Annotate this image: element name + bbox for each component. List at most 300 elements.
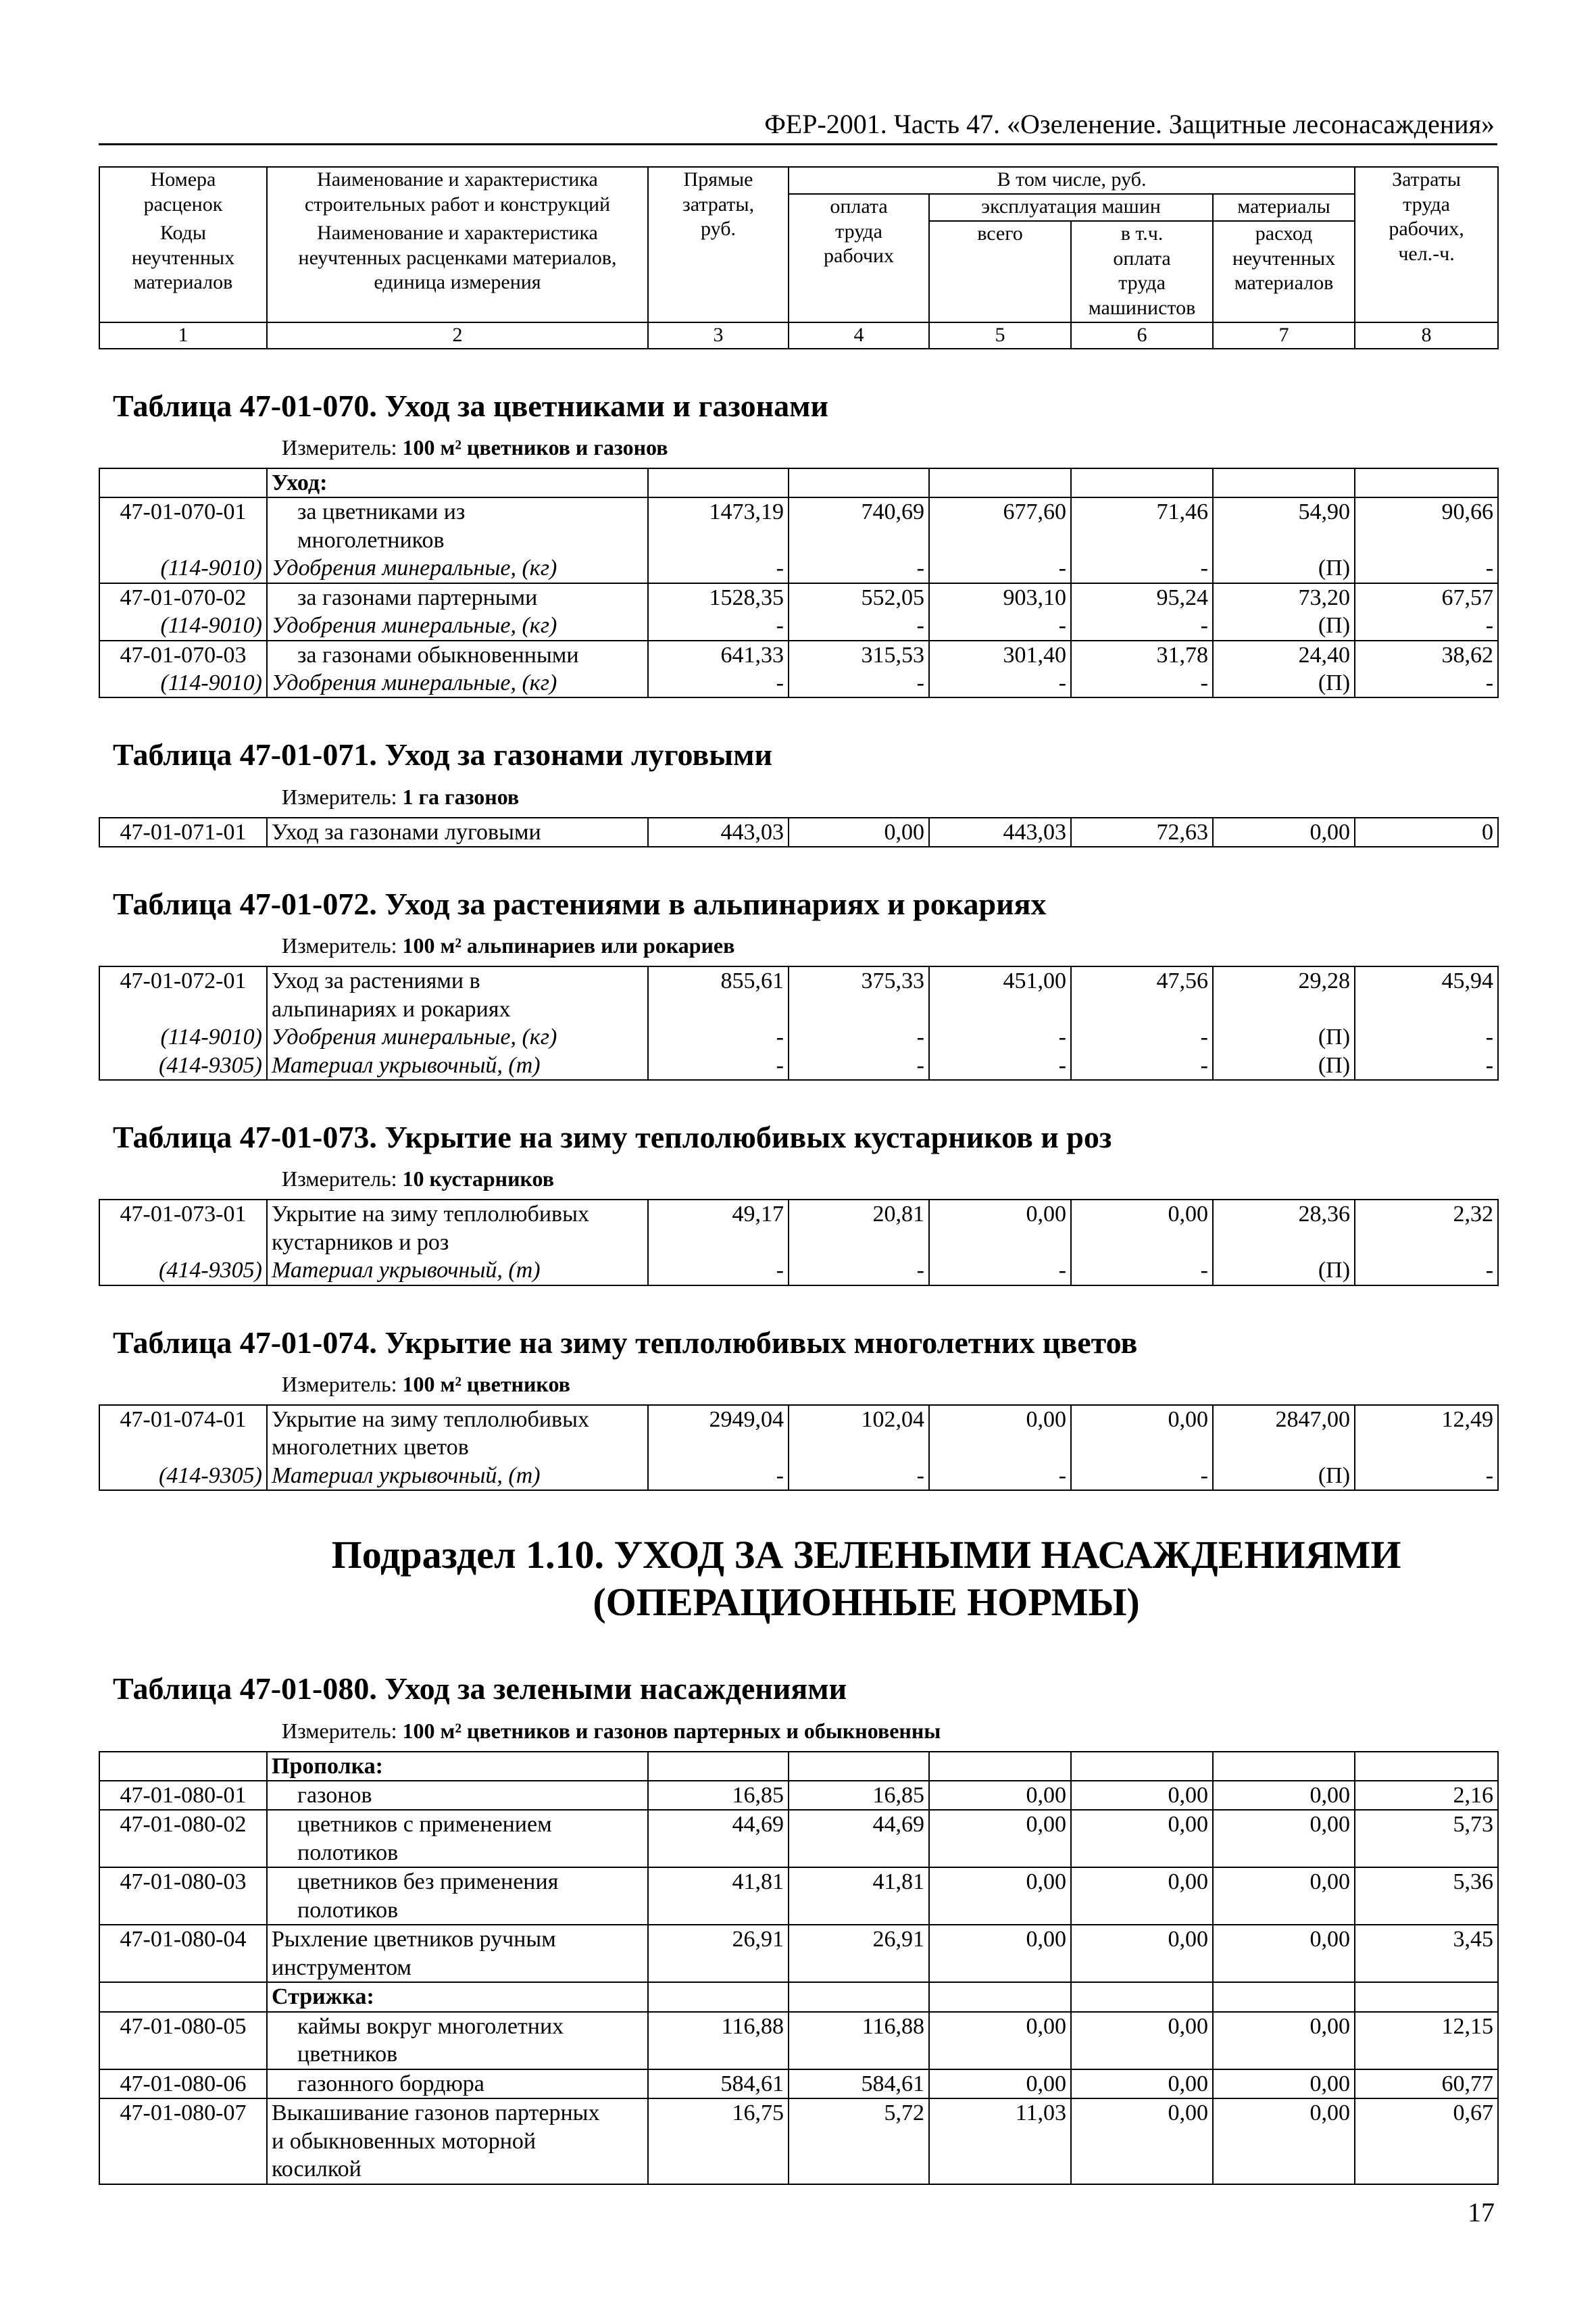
group-empty-cell <box>929 468 1071 497</box>
labor-hours-cell: 45,94 <box>1355 966 1498 1023</box>
col-number: 5 <box>929 322 1071 349</box>
group-empty-cell <box>929 1752 1071 1781</box>
description-line: инструментом <box>272 1954 412 1980</box>
machines-total-cell: 0,00 <box>929 2012 1071 2069</box>
header-line: оплата <box>830 195 888 218</box>
description-line: Удобрения минеральные, (кг) <box>272 1025 557 1050</box>
operators-pay-cell: 0,00 <box>1071 1200 1213 1256</box>
materials-cost-cell: 29,28 <box>1213 966 1355 1023</box>
measure-value: 1 га газонов <box>402 784 520 809</box>
group-label: Стрижка: <box>267 1982 648 2011</box>
measure-value: 10 кустарников <box>402 1166 554 1191</box>
machines-total-cell: - <box>929 1023 1071 1051</box>
labor-pay-cell: 315,53 <box>789 641 929 669</box>
direct-cost-cell: - <box>648 612 789 640</box>
header-line: Затраты <box>1392 168 1461 191</box>
direct-cost-cell: - <box>648 554 789 583</box>
labor-hours-cell: 60,77 <box>1355 2069 1498 2098</box>
description-line: Укрытие на зиму теплолюбивых <box>272 1202 589 1227</box>
direct-cost-cell: 855,61 <box>648 966 789 1023</box>
table-title: Таблица 47-01-072. Уход за растениями в альпинариях и рокариях <box>113 887 1047 922</box>
measure-row <box>99 1717 1498 1752</box>
materials-cost-cell: (П) <box>1213 1462 1355 1490</box>
description-line: полотиков <box>297 1840 399 1865</box>
labor-pay-cell: 552,05 <box>789 583 929 612</box>
operators-pay-cell: 0,00 <box>1071 2098 1213 2184</box>
col5-header: всего <box>929 221 1071 322</box>
labor-hours-cell: 90,66 <box>1355 497 1498 554</box>
description-line: Материал укрывочный, (т) <box>272 1258 541 1283</box>
col1-bottom-text <box>132 222 234 293</box>
section-row <box>99 1490 1498 1632</box>
work-description <box>267 1781 648 1810</box>
table-row <box>99 1462 1498 1490</box>
materials-cost-cell: 0,00 <box>1213 1925 1355 1982</box>
column-number-row <box>99 322 1498 349</box>
work-description <box>267 818 648 847</box>
machines-total-cell: 903,10 <box>929 583 1071 612</box>
table-title: Таблица 47-01-080. Уход за зелеными насаждениями <box>113 1671 847 1706</box>
measure-unit <box>99 433 1498 468</box>
table-row <box>99 1256 1498 1285</box>
section-title-line: Подраздел 1.10. УХОД ЗА ЗЕЛЕНЫМИ НАСАЖДЕНИЯМИ <box>331 1533 1401 1577</box>
col-number: 2 <box>267 322 648 349</box>
group-empty-cell <box>1071 1752 1213 1781</box>
measure-row <box>99 783 1498 818</box>
measure-value: 100 м² цветников <box>402 1371 570 1396</box>
header-line: Номера <box>150 168 216 191</box>
col4-text <box>824 195 894 267</box>
labor-hours-cell: 12,15 <box>1355 2012 1498 2069</box>
measure-value: 100 м² цветников и газонов <box>402 435 668 460</box>
operators-pay-cell: 0,00 <box>1071 1810 1213 1867</box>
header-line: чел.-ч. <box>1398 242 1455 265</box>
materials-cost-cell: (П) <box>1213 612 1355 640</box>
work-description <box>267 1405 648 1462</box>
machines-total-cell: - <box>929 1462 1071 1490</box>
rate-code: (114-9010) <box>99 554 267 583</box>
header-line: материалов <box>133 271 233 294</box>
measure-unit <box>99 1717 1498 1752</box>
measure-label: Измеритель: <box>282 1371 397 1396</box>
materials-cost-cell: 2847,00 <box>1213 1405 1355 1462</box>
measure-value: 100 м² альпинариев или рокариев <box>402 933 735 958</box>
work-description <box>267 1200 648 1256</box>
col7-header <box>1213 221 1355 322</box>
operators-pay-cell: 31,78 <box>1071 641 1213 669</box>
table-body <box>99 349 1498 2184</box>
table-header <box>99 167 1498 349</box>
table-row <box>99 2012 1498 2069</box>
table-row <box>99 2069 1498 2098</box>
group-empty-cell <box>1213 1982 1355 2011</box>
direct-cost-cell: 641,33 <box>648 641 789 669</box>
group-empty-cell <box>1213 1752 1355 1781</box>
rate-code: 47-01-070-03 <box>99 641 267 669</box>
description-line: за газонами партерными <box>297 585 538 610</box>
header-line: рабочих, <box>1389 218 1464 241</box>
group-empty-cell <box>789 1982 929 2011</box>
machines-total-cell: 0,00 <box>929 1405 1071 1462</box>
labor-pay-cell: 740,69 <box>789 497 929 554</box>
labor-pay-cell: 44,69 <box>789 1810 929 1867</box>
description-line: и обыкновенных моторной <box>272 2128 537 2154</box>
labor-pay-cell: 5,72 <box>789 2098 929 2184</box>
operators-pay-cell: 72,63 <box>1071 818 1213 847</box>
work-description <box>267 1810 648 1867</box>
measure-label: Измеритель: <box>282 784 397 809</box>
group-header: В том числе, руб. <box>789 167 1355 194</box>
col6-text <box>1089 222 1196 319</box>
col4-header <box>789 194 929 322</box>
header-line: Прямые <box>683 168 753 191</box>
machines-total-cell: 0,00 <box>929 1867 1071 1925</box>
measure-label: Измеритель: <box>282 1166 397 1191</box>
work-description <box>267 1052 648 1080</box>
labor-pay-cell: 584,61 <box>789 2069 929 2098</box>
measure-unit <box>99 1370 1498 1405</box>
direct-cost-cell: 2949,04 <box>648 1405 789 1462</box>
materials-cost-cell: 0,00 <box>1213 818 1355 847</box>
table-row <box>99 669 1498 697</box>
description-line: многолетних цветов <box>272 1435 469 1460</box>
group-empty-cell <box>648 468 789 497</box>
operators-pay-cell: 0,00 <box>1071 1781 1213 1810</box>
group-label: Уход: <box>267 468 648 497</box>
header-line: рабочих <box>824 245 894 268</box>
running-header: ФЕР-2001. Часть 47. «Озеленение. Защитные лесонасаждения» <box>764 109 1495 139</box>
direct-cost-cell: 584,61 <box>648 2069 789 2098</box>
table-title: Таблица 47-01-074. Укрытие на зиму теплолюбивых многолетних цветов <box>113 1325 1138 1360</box>
materials-cost-cell: 54,90 <box>1213 497 1355 554</box>
header-line: Наименование и характеристика <box>317 168 598 191</box>
rate-code: 47-01-073-01 <box>99 1200 267 1256</box>
rate-code: 47-01-080-05 <box>99 2012 267 2069</box>
description-line: Укрытие на зиму теплолюбивых <box>272 1406 589 1432</box>
operators-pay-cell: - <box>1071 1462 1213 1490</box>
group-empty-cell <box>1355 1982 1498 2011</box>
direct-cost-cell: 1473,19 <box>648 497 789 554</box>
labor-hours-cell: - <box>1355 554 1498 583</box>
table-title-row <box>99 349 1498 433</box>
rate-code: (414-9305) <box>99 1462 267 1490</box>
table-row <box>99 1405 1498 1462</box>
rate-code: 47-01-080-01 <box>99 1781 267 1810</box>
rate-code: 47-01-074-01 <box>99 1405 267 1462</box>
work-description <box>267 669 648 697</box>
labor-hours-cell: - <box>1355 1052 1498 1080</box>
machines-total-cell: 301,40 <box>929 641 1071 669</box>
direct-cost-cell: 49,17 <box>648 1200 789 1256</box>
col2-bottom-text <box>299 222 617 293</box>
description-line: Уход за газонами луговыми <box>272 819 541 845</box>
labor-pay-cell: - <box>789 1462 929 1490</box>
machines-total-cell: - <box>929 554 1071 583</box>
col-number: 7 <box>1213 322 1355 349</box>
operators-pay-cell: 0,00 <box>1071 2069 1213 2098</box>
description-line: Удобрения минеральные, (кг) <box>272 556 557 581</box>
machines-total-cell: - <box>929 669 1071 697</box>
rate-code: (414-9305) <box>99 1052 267 1080</box>
rate-code: (414-9305) <box>99 1256 267 1285</box>
table-row <box>99 583 1498 612</box>
operators-pay-cell: - <box>1071 669 1213 697</box>
header-line: расценок <box>143 193 223 216</box>
machines-total-cell: 0,00 <box>929 1781 1071 1810</box>
labor-hours-cell: 67,57 <box>1355 583 1498 612</box>
operators-pay-cell: 0,00 <box>1071 1867 1213 1925</box>
table-row <box>99 2098 1498 2184</box>
materials-cost-cell: (П) <box>1213 1256 1355 1285</box>
materials-cost-cell: 0,00 <box>1213 2098 1355 2184</box>
materials-cost-cell: (П) <box>1213 554 1355 583</box>
direct-cost-cell: - <box>648 1462 789 1490</box>
group-empty-cell <box>648 1752 789 1781</box>
operators-pay-cell: 0,00 <box>1071 1925 1213 1982</box>
header-line: труда <box>1118 272 1166 295</box>
header-line: материалов <box>1234 272 1334 295</box>
col-number: 1 <box>99 322 267 349</box>
col1-top-text <box>144 168 223 216</box>
operators-pay-cell: 95,24 <box>1071 583 1213 612</box>
measure-unit <box>99 1164 1498 1200</box>
table-title: Таблица 47-01-070. Уход за цветниками и газонами <box>113 388 828 423</box>
machines-total-cell: - <box>929 1052 1071 1080</box>
description-line: цветников без применения <box>297 1869 559 1895</box>
direct-cost-cell: - <box>648 1256 789 1285</box>
work-description <box>267 2012 648 2069</box>
description-line: Материал укрывочный, (т) <box>272 1462 541 1488</box>
operators-pay-cell: - <box>1071 1052 1213 1080</box>
materials-cost-cell: (П) <box>1213 1023 1355 1051</box>
header-line: неучтенных <box>1232 247 1336 270</box>
labor-hours-cell: - <box>1355 612 1498 640</box>
table-row <box>99 612 1498 640</box>
labor-hours-cell: 5,36 <box>1355 1867 1498 1925</box>
description-line: полотиков <box>297 1897 399 1923</box>
materials-cost-cell: 0,00 <box>1213 1867 1355 1925</box>
table-row <box>99 818 1498 847</box>
group-code-cell <box>99 1752 267 1781</box>
direct-cost-cell: 443,03 <box>648 818 789 847</box>
description-line: Уход за растениями в <box>272 968 480 994</box>
operators-pay-cell: - <box>1071 612 1213 640</box>
work-description <box>267 583 648 612</box>
group-row <box>99 1752 1498 1781</box>
group-empty-cell <box>648 1982 789 2011</box>
page-number: 17 <box>1468 2197 1495 2227</box>
rate-code: 47-01-080-06 <box>99 2069 267 2098</box>
col-number: 8 <box>1355 322 1498 349</box>
materials-cost-cell: 0,00 <box>1213 1810 1355 1867</box>
group-empty-cell <box>1355 468 1498 497</box>
header-line: неучтенных <box>131 246 235 269</box>
direct-cost-cell: 16,85 <box>648 1781 789 1810</box>
direct-cost-cell: - <box>648 1052 789 1080</box>
direct-cost-cell: 16,75 <box>648 2098 789 2184</box>
direct-cost-cell: - <box>648 1023 789 1051</box>
direct-cost-cell: 41,81 <box>648 1867 789 1925</box>
description-line: газонов <box>297 1783 372 1808</box>
group-label: Прополка: <box>267 1752 648 1781</box>
direct-cost-cell: - <box>648 669 789 697</box>
direct-cost-cell: 1528,35 <box>648 583 789 612</box>
rate-code: (114-9010) <box>99 612 267 640</box>
labor-pay-cell: - <box>789 669 929 697</box>
header-line: труда <box>835 220 882 243</box>
machines-total-cell: 0,00 <box>929 2069 1071 2098</box>
group-row <box>99 1982 1498 2011</box>
table-row <box>99 1200 1498 1256</box>
table-row <box>99 1867 1498 1925</box>
description-line: кустарников и роз <box>272 1229 449 1255</box>
labor-hours-cell: - <box>1355 1023 1498 1051</box>
machines-total-cell: 677,60 <box>929 497 1071 554</box>
materials-cost-cell: 0,00 <box>1213 2069 1355 2098</box>
labor-hours-cell: 2,16 <box>1355 1781 1498 1810</box>
rate-code: 47-01-072-01 <box>99 966 267 1023</box>
labor-hours-cell: - <box>1355 1256 1498 1285</box>
group-row <box>99 468 1498 497</box>
work-description <box>267 966 648 1023</box>
group-empty-cell <box>1213 468 1355 497</box>
measure-label: Измеритель: <box>282 933 397 958</box>
col7-text <box>1232 222 1335 294</box>
col8-header <box>1355 167 1498 322</box>
col6-header <box>1071 221 1213 322</box>
group-code-cell <box>99 1982 267 2011</box>
rate-code: (114-9010) <box>99 669 267 697</box>
col2-top-text <box>305 168 610 216</box>
table-row <box>99 641 1498 669</box>
rate-code: 47-01-070-02 <box>99 583 267 612</box>
header-line: труда <box>1403 193 1450 216</box>
description-line: цветников <box>297 2042 398 2067</box>
group-empty-cell <box>789 1752 929 1781</box>
col-number: 6 <box>1071 322 1213 349</box>
operators-pay-cell: - <box>1071 554 1213 583</box>
group-empty-cell <box>1071 468 1213 497</box>
labor-hours-cell: - <box>1355 669 1498 697</box>
measure-label: Измеритель: <box>282 435 397 460</box>
materials-cost-cell: 0,00 <box>1213 1781 1355 1810</box>
header-line: в т.ч. <box>1120 222 1164 245</box>
labor-pay-cell: 375,33 <box>789 966 929 1023</box>
operators-pay-cell: 71,46 <box>1071 497 1213 554</box>
machines-total-cell: 0,00 <box>929 1925 1071 1982</box>
operators-pay-cell: 0,00 <box>1071 1405 1213 1462</box>
table-row <box>99 1052 1498 1080</box>
table-title: Таблица 47-01-073. Укрытие на зиму теплолюбивых кустарников и роз <box>113 1120 1112 1155</box>
rate-code: (114-9010) <box>99 1023 267 1051</box>
materials-header: материалы <box>1213 194 1355 221</box>
header-line: машинистов <box>1088 296 1196 319</box>
work-description <box>267 2098 648 2184</box>
materials-cost-cell: 28,36 <box>1213 1200 1355 1256</box>
rate-code: 47-01-080-04 <box>99 1925 267 1982</box>
table-row <box>99 497 1498 554</box>
work-description <box>267 1462 648 1490</box>
rate-code: 47-01-080-07 <box>99 2098 267 2184</box>
labor-pay-cell: - <box>789 1256 929 1285</box>
table-row <box>99 1781 1498 1810</box>
description-line: Рыхление цветников ручным <box>272 1927 556 1952</box>
labor-pay-cell: 20,81 <box>789 1200 929 1256</box>
table-row <box>99 966 1498 1023</box>
col1-bottom <box>99 221 267 322</box>
group-empty-cell <box>789 468 929 497</box>
description-line: Выкашивание газонов партерных <box>272 2100 600 2126</box>
measure-row <box>99 1164 1498 1200</box>
labor-hours-cell: - <box>1355 1462 1498 1490</box>
operators-pay-cell: - <box>1071 1023 1213 1051</box>
machines-header: эксплуатация машин <box>929 194 1213 221</box>
labor-pay-cell: 41,81 <box>789 1867 929 1925</box>
labor-pay-cell: 0,00 <box>789 818 929 847</box>
description-line: косилкой <box>272 2157 361 2182</box>
work-description <box>267 554 648 583</box>
operators-pay-cell: 47,56 <box>1071 966 1213 1023</box>
header-line: Наименование и характеристика <box>317 222 598 244</box>
labor-pay-cell: 16,85 <box>789 1781 929 1810</box>
machines-total-cell: 443,03 <box>929 818 1071 847</box>
materials-cost-cell: 73,20 <box>1213 583 1355 612</box>
labor-pay-cell: - <box>789 1052 929 1080</box>
labor-pay-cell: - <box>789 554 929 583</box>
price-table <box>99 166 1499 2185</box>
work-description <box>267 1867 648 1925</box>
labor-hours-cell: 2,32 <box>1355 1200 1498 1256</box>
measure-row <box>99 1370 1498 1405</box>
table-row <box>99 1810 1498 1867</box>
col8-text <box>1389 168 1464 265</box>
section-title <box>99 1490 1498 1632</box>
description-line: альпинариях и рокариях <box>272 996 511 1022</box>
measure-unit <box>99 783 1498 818</box>
header-line: неучтенных расценками материалов, <box>298 246 617 269</box>
materials-cost-cell: (П) <box>1213 669 1355 697</box>
work-description <box>267 1256 648 1285</box>
description-line: за цветниками из <box>297 499 466 525</box>
measure-label: Измеритель: <box>282 1718 397 1743</box>
machines-total-cell: 0,00 <box>929 1810 1071 1867</box>
group-empty-cell <box>929 1982 1071 2011</box>
work-description <box>267 641 648 669</box>
group-code-cell <box>99 468 267 497</box>
rate-code: 47-01-070-01 <box>99 497 267 554</box>
measure-row <box>99 931 1498 966</box>
table-title-row <box>99 1632 1498 1716</box>
rate-code: 47-01-071-01 <box>99 818 267 847</box>
table-row <box>99 554 1498 583</box>
labor-hours-cell: 0 <box>1355 818 1498 847</box>
rate-code: 47-01-080-03 <box>99 1867 267 1925</box>
labor-hours-cell: 5,73 <box>1355 1810 1498 1867</box>
work-description <box>267 612 648 640</box>
description-line: каймы вокруг многолетних <box>297 2013 564 2039</box>
description-line: Удобрения минеральные, (кг) <box>272 670 557 696</box>
machines-total-cell: 11,03 <box>929 2098 1071 2184</box>
direct-cost-cell: 26,91 <box>648 1925 789 1982</box>
header-line: единица измерения <box>374 271 541 294</box>
rate-code: 47-01-080-02 <box>99 1810 267 1867</box>
col2-bottom <box>267 221 648 322</box>
section-title-line: (ОПЕРАЦИОННЫЕ НОРМЫ) <box>593 1579 1140 1624</box>
table-title-row <box>99 1080 1498 1164</box>
measure-value: 100 м² цветников и газонов партерных и обыкновенны <box>402 1718 941 1743</box>
table-title-row <box>99 847 1498 931</box>
materials-cost-cell: 0,00 <box>1213 2012 1355 2069</box>
